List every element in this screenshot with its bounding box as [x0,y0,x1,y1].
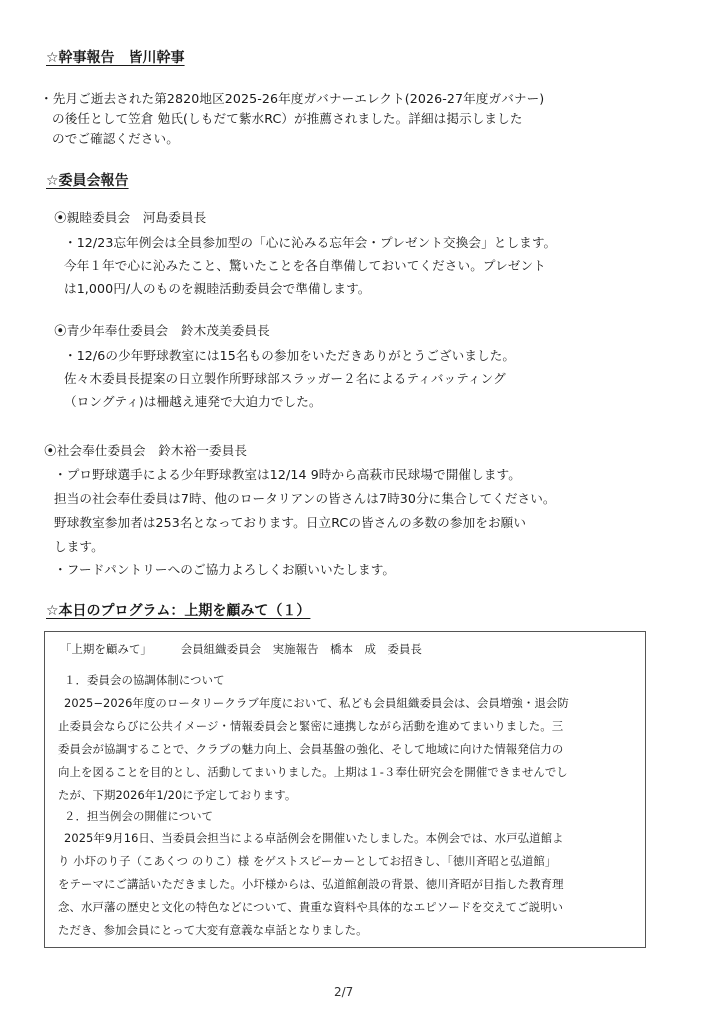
program-section-1-title: １．委員会の協調体制について [64,673,225,687]
friendship-committee-title: ⦿親睦委員会 河島委員長 [54,210,207,225]
friendship-line-1: ・12/23忘年例会は全員参加型の「心に沁みる忘年会・プレゼント交換会」とします。 [64,235,557,250]
committee-report-heading: ☆委員会報告 [46,173,129,189]
program-heading: ☆本日のプログラム：上期を顧みて（１） [46,603,311,619]
secretary-line-3: のでご確認ください。 [52,131,179,146]
program-section-2-line-5: ただき、参加会員にとって大変有意義な卓話となりました。 [58,923,368,937]
program-section-2-line-4: 念、水戸藩の歴史と文化の特色などについて、貴重な資料や具体的なエピソードを交えてご説明い [58,900,564,914]
youth-line-3: （ロングティ)は柵越え連発で大迫力でした。 [64,394,322,409]
community-line-5: ・フードパントリーへのご協力よろしくお願いいたします。 [54,562,396,577]
program-section-2-line-3: をテーマにご講話いただきました。小圷様からは、弘道館創設の背景、徳川斉昭が目指した教育理 [58,877,564,891]
community-line-2: 担当の社会奉仕委員は7時、他のロータリアンの皆さんは7時30分に集合してください。 [54,491,556,506]
program-section-1-line-1: 2025−2026年度のロータリークラブ年度において、私ども会員組織委員会は、会員増強・退会防 [64,696,569,710]
youth-line-2: 佐々木委員長提案の日立製作所野球部スラッガー２名によるティバッティング [64,371,506,386]
secretary-line-1: ・先月ご逝去された第2820地区2025-26年度ガバナーエレクト(2026-27年度ガバナー) [40,91,545,106]
youth-line-1: ・12/6の少年野球教室には15名もの参加をいただきありがとうございました。 [64,348,516,363]
community-line-3: 野球教室参加者は253名となっております。日立RCの皆さんの多数の参加をお願い [54,515,527,530]
program-section-1-line-5: たが、下期2026年1/20に予定しております。 [58,788,297,802]
program-section-2-line-1: 2025年9月16日、当委員会担当による卓話例会を開催いたしました。本例会では、水戸弘道館よ [64,831,564,845]
community-line-1: ・プロ野球選手による少年野球教室は12/14 9時から高萩市民球場で開催します。 [54,467,521,482]
program-section-2-title: ２．担当例会の開催について [64,809,214,823]
community-committee-title: ⦿社会奉仕委員会 鈴木裕一委員長 [44,443,248,458]
program-box-header: 「上期を顧みて」 会員組織委員会 実施報告 橋本 成 委員長 [60,642,423,656]
program-section-2-line-2: り 小圷のり子（こあくつ のりこ）様 をゲストスピーカーとしてお招きし、「徳川斉昭と弘道館」 [58,854,557,868]
friendship-line-3: は1,000円/人のものを親睦活動委員会で準備します。 [64,281,371,296]
community-line-4: します。 [54,539,104,554]
secretary-report-heading: ☆幹事報告 皆川幹事 [46,50,185,66]
youth-committee-title: ⦿青少年奉仕委員会 鈴木茂美委員長 [54,323,270,338]
page-number: 2/7 [334,985,354,999]
secretary-line-2: の後任として笠倉 勉氏(しもだて紫水RC）が推薦されました。詳細は掲示しました [52,111,523,126]
program-section-1-line-2: 止委員会ならびに公共イメージ・情報委員会と緊密に連携しながら活動を進めてまいりました。三 [58,719,564,733]
program-section-1-line-3: 委員会が協調することで、クラブの魅力向上、会員基盤の強化、そして地域に向けた情報発信力の [58,742,564,756]
program-section-1-line-4: 向上を図ることを目的とし、活動してまいりました。上期は１-３奉仕研究会を開催できませんでし [58,765,568,779]
friendship-line-2: 今年１年で心に沁みたこと、驚いたことを各自準備しておいてください。プレゼント [64,258,546,273]
